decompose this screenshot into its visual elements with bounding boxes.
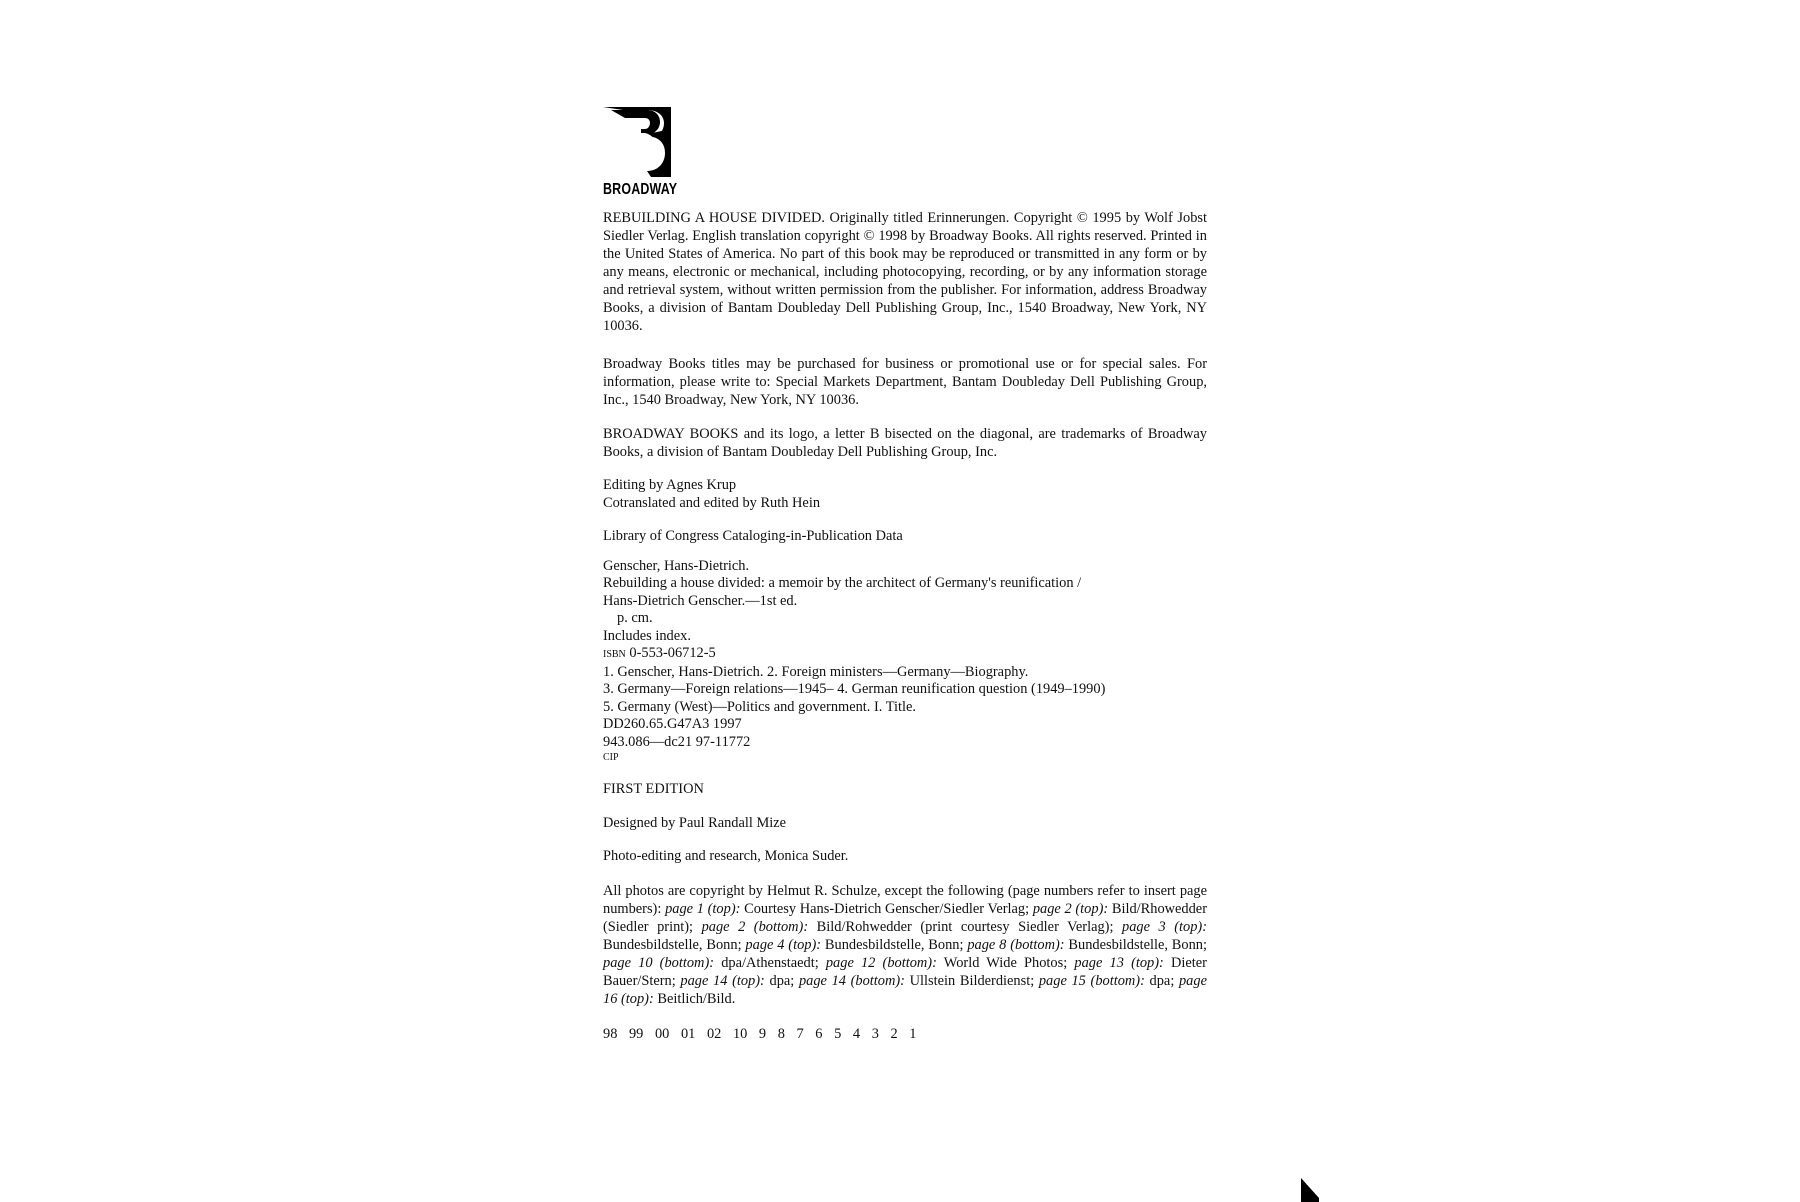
photo-credit-page-ref: page 15 (bottom):	[1038, 972, 1145, 989]
isbn-label: ISBN	[603, 649, 626, 660]
edition-statement: FIRST EDITION	[603, 781, 704, 797]
cip-subject-3: 5. Germany (West)—Politics and government. I. Title.	[603, 698, 916, 715]
photo-credit-page-ref: page 14 (top):	[680, 972, 765, 989]
photo-credit-source: Bundesbildstelle, Bonn;	[1064, 936, 1207, 953]
cip-includes-index: Includes index.	[603, 627, 691, 644]
photo-credit-source: World Wide Photos;	[936, 954, 1075, 971]
photo-credit-source: Bild/Rhowedder (Siedler print);	[603, 900, 1207, 935]
cip-heading: Library of Congress Cataloging-in-Publication Data	[603, 528, 903, 544]
photo-credit-source: Dieter Bauer/Stern;	[603, 954, 1207, 989]
cip-title: Rebuilding a house divided: a memoir by the architect of Germany's reunification /	[603, 575, 1082, 591]
broadway-b-logo-icon	[603, 107, 671, 177]
photo-credit-page-ref: page 12 (bottom):	[825, 954, 937, 971]
cip-tag: CIP	[603, 752, 619, 763]
photo-credit-page-ref: page 13 (top):	[1074, 954, 1164, 971]
photo-credit-page-ref: page 16 (top):	[603, 972, 1207, 1007]
broadway-wordmark: BROADWAY	[603, 181, 678, 198]
photo-credit-source: Courtesy Hans-Dietrich Genscher/Siedler Verlag;	[740, 900, 1033, 917]
cotranslated-credit: Cotranslated and edited by Ruth Hein	[603, 494, 821, 511]
special-sales-notice: Broadway Books titles may be purchased for business or promotional use or for special sales. For information, please write to: Special Markets Department, Bantam Doubleday Dell Publishing Group, Inc., 1540 Broadway, New York, NY 10036.	[603, 356, 1207, 408]
photo-credit-source: Ullstein Bilderdienst;	[904, 972, 1039, 989]
cip-isbn	[603, 645, 1207, 664]
copyright-notice: REBUILDING A HOUSE DIVIDED. Originally titled Erinnerungen. Copyright © 1995 by Wolf Jobst Siedler Verlag. English translation copyright © 1998 by Broadway Books. All rights reserved. Printed in the United States of America. No part of this book may be reproduced or transmitted in any form or by any means, electronic or mechanical, including photocopying, recording, or by any information storage and retrieval system, without written permission from the publisher. For information, address Broadway Books, a division of Bantam Doubleday Dell Publishing Group, Inc., 1540 Broadway, New York, NY 10036.	[603, 210, 1207, 334]
designer-credit: Designed by Paul Randall Mize	[603, 814, 787, 831]
photo-credit-source: dpa/Athenstaedt;	[714, 954, 826, 971]
photo-credit-source: Bundesbildstelle, Bonn;	[821, 936, 968, 953]
cip-subject-2: 3. Germany—Foreign relations—1945– 4. German reunification question (1949–1990)	[603, 681, 1106, 697]
photo-credit-page-ref: page 10 (bottom):	[603, 954, 715, 971]
photo-credit-source: Bild/Rohwedder (print courtesy Siedler Verlag);	[808, 918, 1122, 935]
cip-statement: Hans-Dietrich Genscher.—1st ed.	[603, 592, 798, 609]
printing-line: 98 99 00 01 02 10 9 8 7 6 5 4 3 2 1	[603, 1025, 917, 1042]
photo-credits-intro: All photos are copyright by Helmut R. Schulze, except the following (page numbers refer to insert page numbers):	[603, 882, 1207, 917]
photo-credit-page-ref: page 14 (bottom):	[798, 972, 905, 989]
photo-credit-page-ref: page 2 (bottom):	[701, 918, 809, 935]
photo-credit-source: Bundesbildstelle, Bonn;	[603, 936, 746, 953]
editorial-credits	[603, 477, 1207, 512]
photo-credit-source: dpa;	[764, 972, 799, 989]
corner-triangle-icon	[1301, 1178, 1319, 1202]
cip-subject-1: 1. Genscher, Hans-Dietrich. 2. Foreign ministers—Germany—Biography.	[603, 663, 1029, 680]
isbn-value: 0-553-06712-5	[629, 645, 716, 661]
cip-author: Genscher, Hans-Dietrich.	[603, 557, 750, 574]
cip-block	[603, 558, 1207, 766]
photo-credit-source: dpa;	[1144, 972, 1179, 989]
editing-credit: Editing by Agnes Krup	[603, 477, 737, 493]
cip-dewey: 943.086—dc21 97-11772	[603, 733, 751, 750]
cip-call-number: DD260.65.G47A3 1997	[603, 716, 742, 732]
copyright-page	[603, 107, 1207, 1043]
photo-credit-page-ref: page 3 (top):	[1122, 918, 1207, 935]
photo-editing-credit: Photo-editing and research, Monica Suder.	[603, 848, 849, 864]
photo-credit-entries	[603, 901, 1207, 1007]
photo-credit-page-ref: page 2 (top):	[1032, 900, 1109, 917]
photo-credit-source: Beitlich/Bild.	[653, 990, 736, 1007]
photo-credit-page-ref: page 8 (bottom):	[967, 936, 1065, 953]
cip-physical: p. cm.	[617, 610, 653, 626]
photo-credits	[603, 882, 1207, 1008]
trademark-notice: BROADWAY BOOKS and its logo, a letter B bisected on the diagonal, are trademarks of Broadway Books, a division of Bantam Doubleday Dell Publishing Group, Inc.	[603, 426, 1207, 460]
photo-credit-page-ref: page 4 (top):	[745, 936, 822, 953]
photo-credit-page-ref: page 1 (top):	[665, 900, 741, 917]
